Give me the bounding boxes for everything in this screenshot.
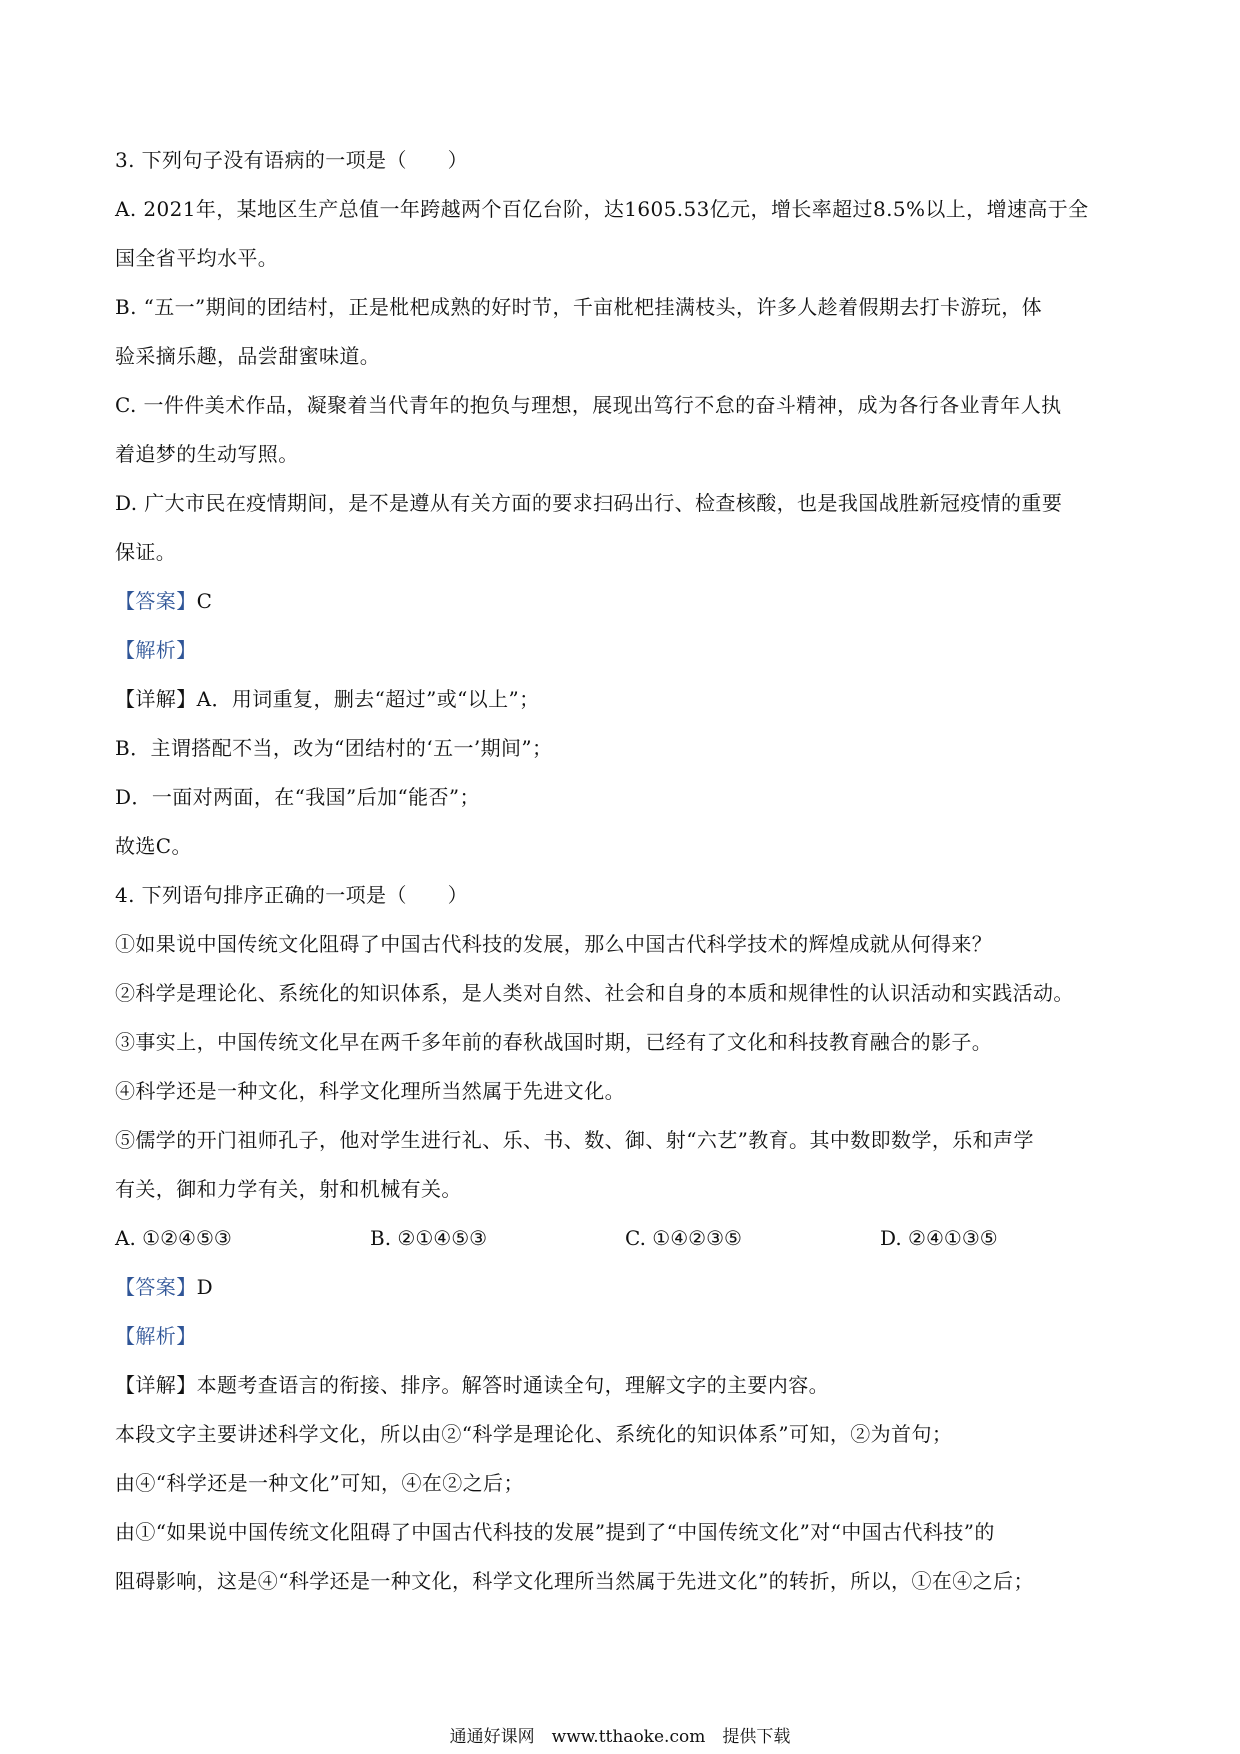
q4-options xyxy=(115,1226,1135,1250)
q3-detail-text: A．用词重复，删去“超过”或“以上”； xyxy=(196,687,540,711)
q4-analysis-label: 【解析】 xyxy=(115,1324,197,1348)
q4-option-b: B. ②①④⑤③ xyxy=(370,1226,488,1250)
q4-answer xyxy=(115,1275,1135,1299)
q3-analysis xyxy=(115,638,1135,662)
q4-sentence-5-line2: 有关，御和力学有关，射和机械有关。 xyxy=(115,1177,462,1201)
q3-option-d-line1: D. 广大市民在疫情期间，是不是遵从有关方面的要求扫码出行、检查核酸，也是我国战胜新冠疫情的重要 xyxy=(115,491,1063,515)
q3-option-c-line2: 着追梦的生动写照。 xyxy=(115,442,299,466)
q4-analysis xyxy=(115,1324,1135,1348)
q4-option-a: A. ①②④⑤③ xyxy=(115,1226,232,1250)
q3-detail-line4: 故选C。 xyxy=(115,834,192,858)
q3-option-b-line1: B. “五一”期间的团结村，正是枇杷成熟的好时节，千亩枇杷挂满枝头，许多人趁着假期去打卡游玩，体 xyxy=(115,295,1043,319)
q4-detail-line3: 由④“科学还是一种文化”可知，④在②之后； xyxy=(115,1471,524,1495)
q3-answer-label: 【答案】 xyxy=(115,589,197,613)
page-footer: 通通好课网 www.tthaoke.com 提供下载 xyxy=(449,1727,791,1747)
q4-detail-line2: 本段文字主要讲述科学文化，所以由②“科学是理论化、系统化的知识体系”可知，②为首句； xyxy=(115,1422,953,1446)
q4-answer-value: D xyxy=(196,1275,214,1299)
q3-option-a-line2: 国全省平均水平。 xyxy=(115,246,279,270)
q3-detail-line1 xyxy=(115,687,1135,711)
q4-question: 4. 下列语句排序正确的一项是（ ） xyxy=(115,883,469,907)
q4-option-c: C. ①④②③⑤ xyxy=(625,1226,742,1250)
page-content xyxy=(115,148,1135,1618)
q4-sentence-4: ④科学还是一种文化，科学文化理所当然属于先进文化。 xyxy=(115,1079,625,1103)
q4-option-d: D. ②④①③⑤ xyxy=(880,1226,998,1250)
q3-answer-value: C xyxy=(196,589,213,613)
q3-option-b-line2: 验采摘乐趣，品尝甜蜜味道。 xyxy=(115,344,381,368)
q4-sentence-2: ②科学是理论化、系统化的知识体系，是人类对自然、社会和自身的本质和规律性的认识活动和实践活动。 xyxy=(115,981,1074,1005)
q4-sentence-5-line1: ⑤儒学的开门祖师孔子，他对学生进行礼、乐、书、数、御、射“六艺”教育。其中数即数学，乐和声学 xyxy=(115,1128,1034,1152)
q4-sentence-3: ③事实上，中国传统文化早在两千多年前的春秋战国时期，已经有了文化和科技教育融合的影子。 xyxy=(115,1030,993,1054)
q4-detail-text: 本题考查语言的衔接、排序。解答时通读全句，理解文字的主要内容。 xyxy=(196,1373,830,1397)
q3-answer xyxy=(115,589,1135,613)
q3-option-a-line1: A. 2021年，某地区生产总值一年跨越两个百亿台阶，达1605.53亿元，增长率超过8.5%以上，增速高于全 xyxy=(115,197,1089,221)
q3-question: 3. 下列句子没有语病的一项是（ ） xyxy=(115,148,469,172)
q3-detail-line3: D．一面对两面，在“我国”后加“能否”； xyxy=(115,785,480,809)
q3-analysis-label: 【解析】 xyxy=(115,638,197,662)
q4-detail-line5: 阻碍影响，这是④“科学还是一种文化，科学文化理所当然属于先进文化”的转折，所以，①在④之后； xyxy=(115,1569,1034,1593)
q3-detail-label: 【详解】 xyxy=(115,687,197,711)
q3-detail-line2: B．主谓搭配不当，改为“团结村的‘五一’期间”； xyxy=(115,736,553,760)
q4-detail-label: 【详解】 xyxy=(115,1373,197,1397)
q4-detail-line4: 由①“如果说中国传统文化阻碍了中国古代科技的发展”提到了“中国传统文化”对“中国古代科技”的 xyxy=(115,1520,995,1544)
q4-answer-label: 【答案】 xyxy=(115,1275,197,1299)
q3-option-d-line2: 保证。 xyxy=(115,540,177,564)
q4-detail-line1 xyxy=(115,1373,1135,1397)
q4-sentence-1: ①如果说中国传统文化阻碍了中国古代科技的发展，那么中国古代科学技术的辉煌成就从何得来？ xyxy=(115,932,993,956)
q3-option-c-line1: C. 一件件美术作品，凝聚着当代青年的抱负与理想，展现出笃行不怠的奋斗精神，成为各行各业青年人执 xyxy=(115,393,1062,417)
